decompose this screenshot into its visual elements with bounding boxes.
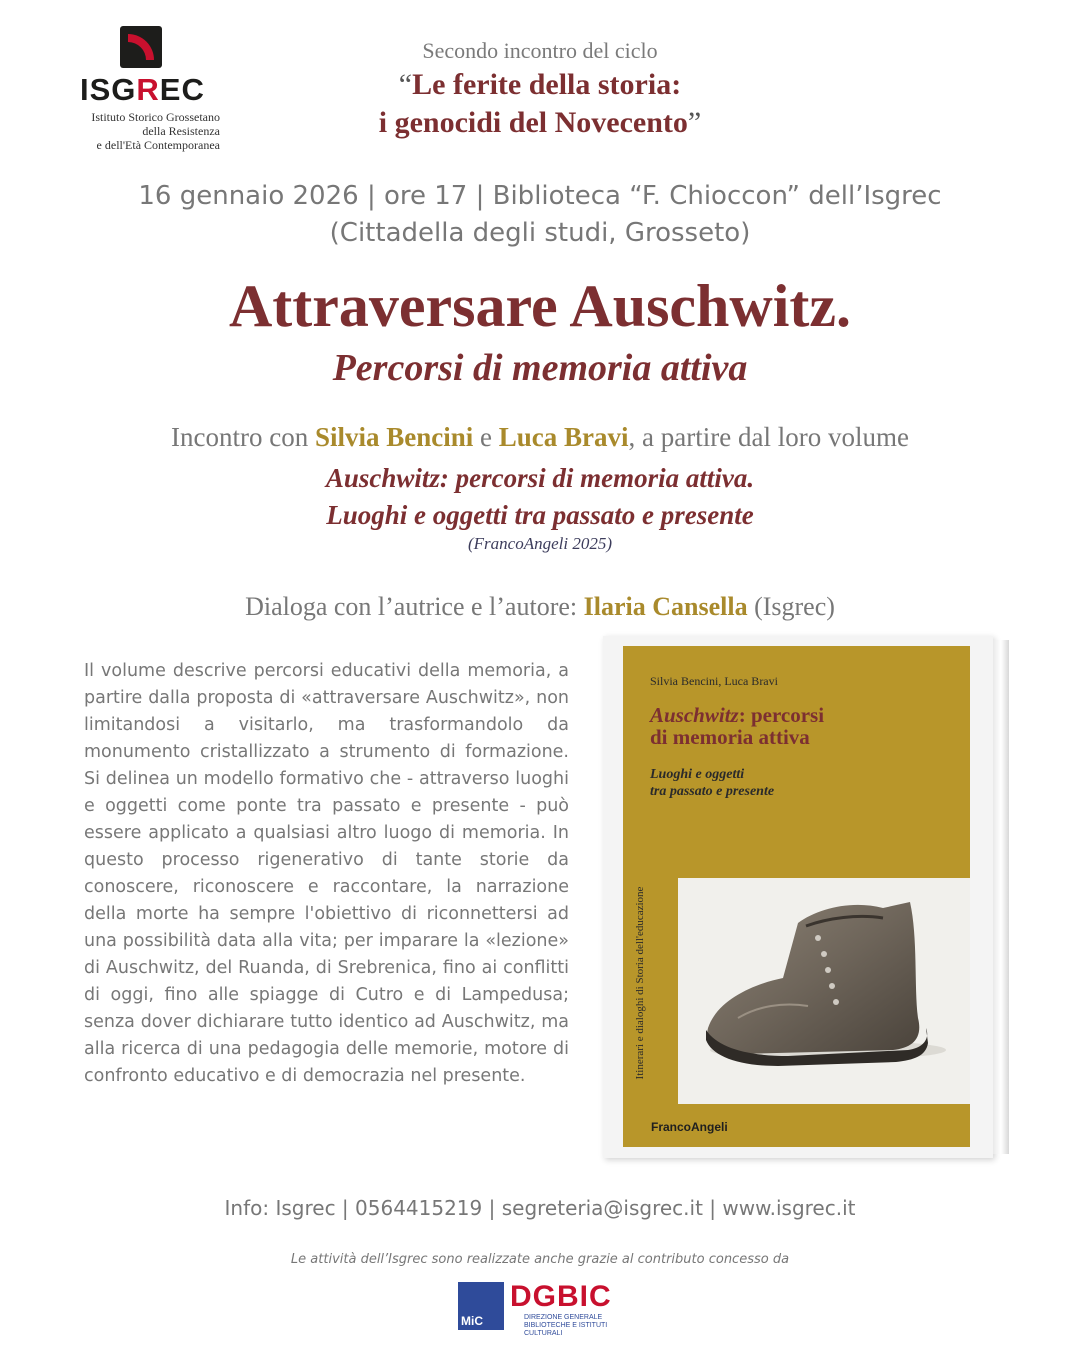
- funding-credit: Le attività dell’Isgrec sono realizzate anche grazie al contributo concesso da: [290, 1252, 790, 1267]
- cover-title: Auschwitz: percorsi di memoria attiva: [650, 703, 825, 749]
- dgbic-subtitle: DIREZIONE GENERALE BIBLIOTECHE E ISTITUTI CULTURALI: [524, 1314, 608, 1337]
- cover-series: Itinerari e dialoghi di Storia dell'educazione: [634, 886, 646, 1080]
- dgbic-logo: [458, 1280, 638, 1337]
- isgrec-logo-subtitle: Istituto Storico Grossetano della Resistenza e dell'Età Contemporanea: [91, 110, 220, 152]
- moderator-name: Ilaria Cansella: [583, 592, 748, 621]
- mic-logo-icon: MiC: [458, 1282, 504, 1330]
- book-title: Auschwitz: percorsi di memoria attiva. Luoghi e oggetti tra passato e presente: [325, 463, 755, 530]
- publisher: (FrancoAngeli 2025): [468, 534, 612, 553]
- cycle-intro: Secondo incontro del ciclo: [422, 38, 658, 63]
- dialog-line: Dialoga con l’autrice e l’autore: Ilaria Cansella (Isgrec): [245, 592, 835, 621]
- book-cover: [603, 636, 1009, 1158]
- isgrec-logo-name: ISGREC: [80, 72, 205, 107]
- cover-authors: Silvia Bencini, Luca Bravi: [650, 674, 778, 688]
- book-cover-front: [623, 646, 970, 1147]
- meeting-line: Incontro con Silvia Bencini e Luca Bravi, a partire dal loro volume: [171, 422, 909, 452]
- book-description: Il volume descrive percorsi educativi della memoria, a partire dalla proposta di «attraversare Auschwitz», non limitandosi a visitarlo, ma trasformandolo da monumento cristallizzato a strumento di formazione. Si delinea un modello formativo che - attraverso luoghi e oggetti come ponte tra passato e presente - può essere applicato a qualsiasi altro luogo di memoria. In questo processo rigenerativo di tante storie da conoscere, riconoscere e raccontare, la narrazione della morte ha sempre l'obiettivo di riconnettersi ad una possibilità data alla vita; per imparare la «lezione» di Auschwitz, del Ruanda, di Srebrenica, fino ai conflitti di oggi, fino alle spiagge di Cutro e di Lampedusa; senza dover dichiarare tutto identico ad Auschwitz, ma alla ricerca di una pedagogia delle memorie, motore di confronto educativo e di democrazia nel presente.: [84, 661, 569, 1086]
- cycle-title: “Le ferite della storia: i genocidi del Novecento”: [378, 68, 702, 139]
- event-title: Attraversare Auschwitz.: [228, 273, 852, 339]
- author-silvia-bencini: Silvia Bencini: [315, 422, 474, 452]
- cover-subtitle: Luoghi e oggetti tra passato e presente: [650, 767, 775, 799]
- cover-photo-shoe: [678, 878, 970, 1104]
- contact-info: Info: Isgrec | 0564415219 | segreteria@isgrec.it | www.isgrec.it: [224, 1196, 856, 1220]
- event-details: 16 gennaio 2026 | ore 17 | Biblioteca “F. Chioccon” dell’Isgrec (Cittadella degli studi, Grosseto): [138, 181, 942, 248]
- cover-publisher-brand: FrancoAngeli: [651, 1120, 728, 1134]
- event-subtitle: Percorsi di memoria attiva: [332, 347, 748, 389]
- dgbic-name: DGBIC: [510, 1280, 612, 1313]
- shoe-image: [678, 878, 970, 1104]
- author-luca-bravi: Luca Bravi: [498, 422, 629, 452]
